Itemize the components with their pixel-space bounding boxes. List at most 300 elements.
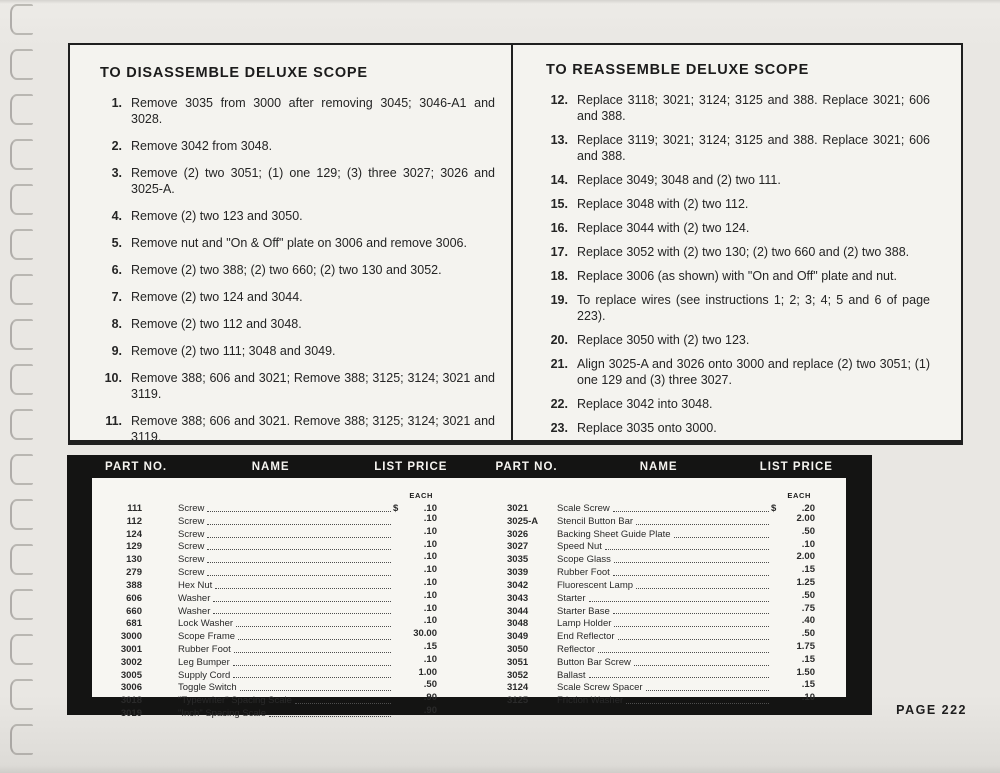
part-number: 3048 [507,618,529,630]
table-row [507,514,815,527]
part-price: .10 [801,538,815,550]
part-price: .10 [423,503,437,514]
part-price: 2.00 [796,512,815,524]
table-half-left [92,478,469,719]
part-price: .15 [423,641,437,653]
item-text: Remove (2) two 124 and 3044. [131,290,303,304]
instruction-item [546,420,930,436]
price-cell [393,629,437,639]
item-number: 13. [550,133,568,147]
part-name: Toggle Switch [178,682,237,694]
price-cell [771,514,815,524]
dot-leader [213,601,391,602]
part-name: Fluorescent Lamp [557,579,634,591]
table-header-right [470,461,873,473]
instruction-item [546,356,930,388]
table-row [507,604,815,617]
currency-symbol [771,629,802,639]
price-cell [393,552,437,562]
currency-symbol [393,540,424,550]
disassemble-section [70,45,513,444]
parts-list-left [108,504,437,719]
part-name: "Inch" Spacing Scale [178,708,267,719]
dot-leader [207,562,391,563]
instruction-item [100,370,495,402]
table-row [108,565,437,578]
header-part-no: PART NO. [495,460,558,473]
currency-symbol [393,604,424,614]
dot-leader [240,690,391,691]
price-cell [771,629,815,639]
part-number: 3049 [507,631,529,643]
item-number: 6. [111,263,122,277]
parts-list-right [507,504,815,706]
part-number: 3018 [120,695,142,707]
item-text: Remove 388; 606 and 3021. Remove 388; 3125; 3124; 3021 and 3119. [131,414,495,444]
currency-symbol [393,565,424,575]
item-text: Replace 3048 with (2) two 112. [577,197,749,211]
currency-symbol [393,642,424,652]
price-cell [393,680,437,690]
item-text: Replace 3050 with (2) two 123. [577,333,750,347]
part-name: Screw [178,554,205,566]
item-number: 15. [550,197,568,211]
header-name: NAME [639,460,678,473]
item-text: Replace 3052 with (2) two 130; (2) two 660 and (2) two 388. [577,245,910,259]
table-row [108,668,437,681]
instruction-item [546,172,930,188]
price-cell [393,706,437,716]
table-row [108,527,437,540]
table-row [108,514,437,527]
part-name: Lock Washer [178,618,234,630]
part-price: 1.75 [796,641,815,653]
part-name: Scale Screw Spacer [557,682,643,694]
binding-mark [10,139,33,170]
part-number: 3019 [120,708,142,719]
part-number: 130 [126,554,142,566]
part-number: 124 [126,528,142,540]
instruction-item [100,289,495,305]
table-row [108,642,437,655]
item-text: Replace 3035 onto 3000. [577,421,717,435]
dot-leader [634,665,769,666]
binding-mark [10,544,33,575]
binding-mark [10,679,33,710]
currency-symbol [771,616,802,626]
item-text: Replace 3049; 3048 and (2) two 111. [577,173,781,187]
instruction-item [546,292,930,324]
currency-symbol [393,693,424,703]
dot-leader [613,613,769,614]
dot-leader [233,677,391,678]
currency-symbol [393,514,424,524]
disassemble-title: TO DISASSEMBLE DELUXE SCOPE [100,65,368,81]
item-number: 9. [111,344,122,358]
part-price: .10 [423,602,437,614]
binding-mark [10,634,33,665]
part-price: .15 [801,653,815,665]
part-name: Reflector [557,643,596,655]
header-part-no: PART NO. [105,460,168,473]
price-cell [771,642,815,652]
currency-symbol [393,629,413,639]
part-number: 3000 [120,631,142,643]
currency-symbol [771,655,802,665]
part-price: .50 [801,589,815,601]
instruction-item [100,413,495,445]
part-price: .10 [423,576,437,588]
part-number: 3001 [120,643,142,655]
header-list-price: LIST PRICE [759,460,833,473]
part-number: 3006 [120,682,142,694]
each-label: EACH [409,491,433,500]
part-number: 3044 [507,605,529,617]
item-number: 3. [111,166,122,180]
part-number: 3050 [507,643,529,655]
part-name: Hex Nut [178,579,213,591]
binding-mark [10,4,33,35]
table-row [507,693,815,706]
part-name: Backing Sheet Guide Plate [557,528,671,540]
part-name: Button Bar Screw [557,656,631,668]
item-text: Remove (2) two 123 and 3050. [131,209,303,223]
part-name: Screw [178,528,205,540]
part-name: Scale Screw [557,503,610,514]
dot-leader [618,639,769,640]
part-price: .10 [423,525,437,537]
part-number: 3026 [507,528,529,540]
instruction-item [546,196,930,212]
table-row [507,591,815,604]
part-price: 1.25 [796,576,815,588]
price-cell [771,668,815,678]
part-price: .50 [423,679,437,691]
item-number: 4. [111,209,122,223]
part-number: 3027 [507,541,529,553]
part-price: .10 [423,653,437,665]
dot-leader [589,601,769,602]
currency-symbol [393,680,424,690]
price-cell [393,527,437,537]
part-name: Starter Base [557,605,610,617]
part-name: "Typewriter" Spacing Scale [178,695,292,707]
table-row [108,504,437,514]
part-price: .10 [423,615,437,627]
item-text: Remove (2) two 112 and 3048. [131,317,302,331]
price-cell [393,591,437,601]
table-row [108,552,437,565]
price-cell [771,616,815,626]
part-name: Ballast [557,669,586,681]
part-name: Rubber Foot [178,643,231,655]
instruction-item [100,316,495,332]
dot-leader [207,575,391,576]
currency-symbol [771,668,797,678]
currency-symbol [393,706,424,716]
currency-symbol [771,514,797,524]
binding-mark [10,184,33,215]
part-name: Friction Washer [557,695,624,707]
item-text: To replace wires (see instructions 1; 2; 3; 4; 5 and 6 of page 223). [577,293,930,323]
instruction-item [546,396,930,412]
part-number: 3043 [507,592,529,604]
part-number: 3035 [507,554,529,566]
dot-leader [614,562,769,563]
binding-mark [10,364,33,395]
item-number: 20. [550,333,568,347]
table-row [507,578,815,591]
price-cell [771,527,815,537]
item-text: Remove (2) two 3051; (1) one 129; (3) three 3027; 3026 and 3025-A. [131,166,495,196]
binding-mark [10,499,33,530]
instruction-item [100,165,495,197]
part-number: 3021 [507,503,529,514]
part-price: .50 [801,525,815,537]
currency-symbol [393,668,419,678]
item-number: 23. [550,421,568,435]
item-text: Replace 3118; 3021; 3124; 3125 and 388. Replace 3021; 606 and 388. [577,93,930,123]
table-row [507,655,815,668]
binding-mark [10,49,33,80]
part-number: 3124 [507,682,529,694]
price-cell [393,514,437,524]
part-name: Scope Glass [557,554,611,566]
binding-mark [10,274,33,305]
dot-leader [207,549,391,550]
instruction-item [100,343,495,359]
part-name: Screw [178,503,205,514]
price-cell [393,565,437,575]
table-row [507,527,815,540]
dot-leader [236,626,391,627]
part-number: 111 [127,503,142,514]
item-text: Replace 3119; 3021; 3124; 3125 and 388. Replace 3021; 606 and 388. [577,133,930,163]
item-text: Align 3025-A and 3026 onto 3000 and replace (2) two 3051; (1) one 129 and (3) three 3027. [577,357,930,387]
item-number: 14. [550,173,568,187]
price-cell [771,591,815,601]
dot-leader [613,511,769,512]
instruction-item [546,92,930,124]
header-list-price: LIST PRICE [374,460,448,473]
table-row [507,616,815,629]
instruction-item [546,132,930,164]
item-text: Remove (2) two 388; (2) two 660; (2) two 130 and 3052. [131,263,442,277]
item-number: 7. [111,290,122,304]
currency-symbol [771,693,802,703]
table-row [507,680,815,693]
dot-leader [598,652,769,653]
item-text: Remove 3042 from 3048. [131,139,273,153]
instruction-item [100,262,495,278]
part-price: 1.50 [796,666,815,678]
item-number: 2. [111,139,122,153]
dot-leader [605,549,769,550]
each-label: EACH [787,491,811,500]
instruction-item [546,244,930,260]
dot-leader [613,575,769,576]
table-row [108,540,437,553]
dot-leader [614,626,769,627]
dot-leader [213,613,391,614]
binding-mark [10,454,33,485]
dot-leader [674,537,769,538]
price-cell [771,552,815,562]
dot-leader [207,511,391,512]
disassemble-list [100,95,495,445]
price-cell [393,655,437,665]
part-price: 1.00 [418,666,437,678]
part-name: Lamp Holder [557,618,612,630]
price-cell [393,604,437,614]
instruction-item [100,138,495,154]
currency-symbol [771,540,802,550]
instruction-item [100,208,495,224]
price-cell [771,693,815,703]
part-number: 129 [126,541,142,553]
part-name: Washer [178,592,211,604]
part-name: End Reflector [557,631,615,643]
part-price: 30.00 [413,628,437,640]
currency-symbol [393,616,424,626]
dot-leader [234,652,391,653]
item-text: Remove nut and "On & Off" plate on 3006 and remove 3006. [131,236,467,250]
item-number: 10. [104,371,122,385]
part-price: .15 [801,564,815,576]
dot-leader [269,716,391,717]
currency-symbol: $ [393,503,399,514]
part-number: 3005 [120,669,142,681]
instruction-item [546,268,930,284]
part-number: 3039 [507,567,529,579]
table-row [108,693,437,706]
item-number: 19. [550,293,568,307]
dot-leader [589,677,769,678]
dot-leader [626,703,769,704]
table-row [507,668,815,681]
item-number: 22. [550,397,568,411]
instructions-box [68,43,963,445]
binding-mark [10,94,33,125]
price-cell [771,655,815,665]
table-row [108,578,437,591]
part-price: .10 [423,538,437,550]
price-cell [771,565,815,575]
currency-symbol [771,604,802,614]
part-number: 681 [126,618,142,630]
part-number: 3025-A [507,515,539,527]
table-header [67,455,872,478]
price-cell [393,668,437,678]
currency-symbol [771,578,797,588]
header-name: NAME [251,460,290,473]
item-number: 16. [550,221,568,235]
instruction-item [100,95,495,127]
part-number: 112 [126,515,142,527]
item-number: 5. [111,236,122,250]
currency-symbol [393,527,424,537]
part-price: .90 [423,692,437,704]
price-cell [393,578,437,588]
currency-symbol [771,527,802,537]
binding-mark [10,229,33,260]
binding-mark [10,589,33,620]
table-row [507,504,815,514]
part-price: .10 [423,564,437,576]
binding-mark [10,319,33,350]
part-name: Leg Bumper [178,656,230,668]
dot-leader [636,524,769,525]
table-row [108,604,437,617]
part-number: 388 [126,579,142,591]
part-price: 2.00 [796,551,815,563]
table-row [507,642,815,655]
price-cell [771,604,815,614]
binding-mark [10,724,33,755]
part-number: 3051 [507,656,529,668]
instruction-item [100,235,495,251]
price-cell [393,616,437,626]
dot-leader [233,665,391,666]
dot-leader [207,524,391,525]
parts-price-table [67,455,872,719]
dot-leader [295,703,391,704]
currency-symbol [393,578,424,588]
binding-mark [10,409,33,440]
part-number: 3002 [120,656,142,668]
part-name: Screw [178,567,205,579]
currency-symbol [771,680,802,690]
reassemble-title: TO REASSEMBLE DELUXE SCOPE [546,62,810,78]
currency-symbol [771,591,802,601]
item-number: 12. [550,93,568,107]
table-row [507,552,815,565]
part-name: Washer [178,605,211,617]
part-price: .75 [801,602,815,614]
part-name: Stencil Button Bar [557,515,634,527]
part-price: .10 [423,589,437,601]
page-number: PAGE 222 [896,703,967,717]
dot-leader [636,588,769,589]
currency-symbol [771,552,797,562]
part-price: .40 [801,615,815,627]
instruction-item [546,332,930,348]
dot-leader [207,537,391,538]
price-cell [771,578,815,588]
part-name: Starter [557,592,586,604]
price-cell [771,540,815,550]
price-cell [393,540,437,550]
part-number: 3042 [507,579,529,591]
table-panel [92,478,846,719]
table-row [507,565,815,578]
part-price: .10 [801,692,815,704]
table-row [108,706,437,719]
price-cell [771,680,815,690]
currency-symbol [393,591,424,601]
table-row [108,680,437,693]
table-row [108,616,437,629]
part-name: Screw [178,515,205,527]
table-row [108,629,437,642]
part-number: 3125 [507,695,529,707]
dot-leader [646,690,769,691]
table-row [108,591,437,604]
part-number: 606 [126,592,142,604]
item-number: 21. [550,357,568,371]
part-number: 3052 [507,669,529,681]
part-name: Screw [178,541,205,553]
